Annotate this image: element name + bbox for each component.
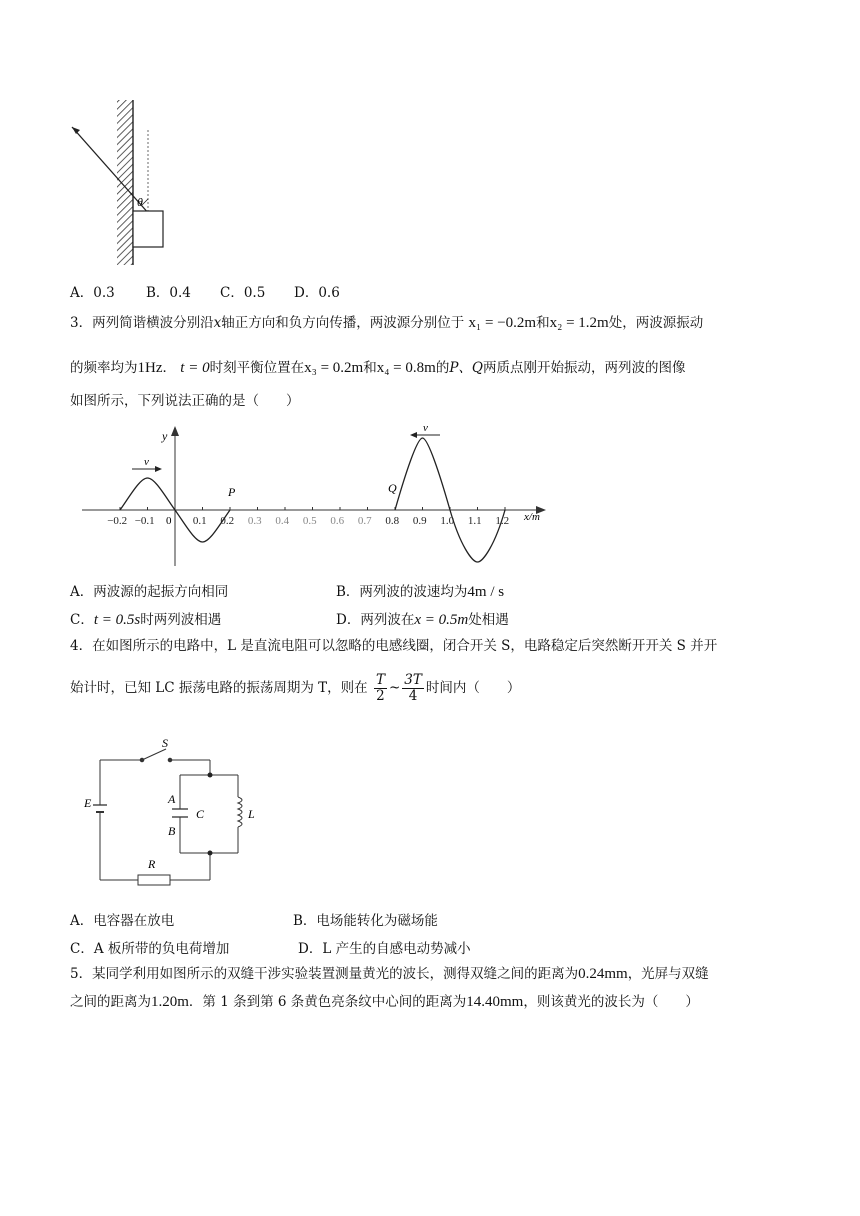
rod-arrow-head: [72, 127, 80, 134]
q2-option-d: D．0.6: [294, 285, 340, 301]
q2-option-b: B．0.4: [146, 285, 191, 301]
q4-option-b: B．电场能转化为磁场能: [293, 913, 438, 929]
plate-b-label: B: [168, 824, 176, 838]
resistor-label: R: [148, 857, 156, 871]
angle-label: θ: [137, 195, 143, 209]
x-tick-label: 0.8: [385, 515, 400, 527]
switch-label: S: [162, 736, 168, 750]
x-tick-label: 0.5: [302, 515, 317, 527]
x-tick-label: 0.3: [247, 515, 262, 527]
wave-figure: [78, 420, 558, 570]
q5-line-2: 之间的距离为1.20m．第 1 条到第 6 条黄色亮条纹中心间的距离为14.40mm，则该黄光的波长为（ ）: [70, 994, 699, 1010]
q4-option-a: A．电容器在放电: [70, 913, 175, 929]
inductor-coil: [238, 797, 242, 827]
resistor: [138, 875, 170, 885]
y-axis-arrow: [171, 426, 179, 436]
block: [133, 211, 163, 247]
x-tick-label: 0.7: [357, 515, 372, 527]
x-tick-label: 1.1: [467, 515, 482, 527]
x-tick-label: −0.1: [134, 515, 155, 527]
q3-line-2: 的频率均为1Hz． t = 0时刻平衡位置在x₃ = 0.2m和x₄ = 0.8m的P、Q两质点刚开始振动，两列波的图像: [70, 360, 686, 376]
q4-line-1: 4．在如图所示的电路中，L 是直流电阻可以忽略的电感线圈，闭合开关 S，电路稳定后突然断开开关 S 并开: [70, 638, 718, 654]
switch-blade: [142, 749, 166, 760]
x1-value: x₁ = −0.2m: [468, 315, 537, 331]
x-tick-label: −0.2: [107, 515, 128, 527]
right-wave-curve: [395, 438, 505, 562]
plate-a-label: A: [168, 792, 176, 806]
x-tick-label: 1.2: [495, 515, 510, 527]
q2-figure: [60, 95, 200, 270]
q4-line-2: 始计时，已知 LC 振荡电路的振荡周期为 T，则在 $\frac{T}{2}$ ~ $\frac{3T}{4}$ 时间内（ ）: [70, 672, 521, 704]
q3-option-c: C．t = 0.5s时两列波相遇: [70, 612, 222, 628]
q5-line-1: 5．某同学利用如图所示的双缝干涉实验装置测量黄光的波长，测得双缝之间的距离为0.24mm，光屏与双缝: [70, 966, 709, 982]
q4-option-c: C．A 板所带的负电荷增加: [70, 941, 230, 957]
q2-option-c: C．0.5: [220, 285, 266, 301]
x-tick-label: 0.2: [220, 515, 235, 527]
lc-circuit-figure: [80, 735, 270, 895]
fraction-3t-over-4: $\frac{3T}{4}$: [404, 672, 422, 704]
left-velocity-label: v: [144, 456, 149, 468]
inductor-label: L: [248, 807, 255, 821]
x-tick-label: 0.9: [412, 515, 427, 527]
q3-line-1: 3．两列简谐横波分别沿x轴正方向和负方向传播，两波源分别位于 x₁ = −0.2m和x₂ = 1.2m处，两波源振动: [70, 315, 704, 331]
x2-value: x₂ = 1.2m: [549, 315, 609, 331]
x-axis-label: x/m: [524, 511, 540, 523]
point-q-label: Q: [388, 481, 397, 495]
junction-bottom: [208, 851, 213, 856]
switch-contact-left: [140, 758, 144, 762]
y-axis-label: y: [162, 429, 168, 443]
x-tick-label: 1.0: [440, 515, 455, 527]
q4-option-d: D．L 产生的自感电动势减小: [298, 941, 471, 957]
junction-top: [208, 773, 213, 778]
x-tick-label: 0.4: [275, 515, 290, 527]
q3-option-a: A．两波源的起振方向相同: [70, 584, 229, 600]
x-tick-label: 0.6: [330, 515, 345, 527]
origin-label: 0: [166, 515, 172, 527]
q3-option-b: B．两列波的波速均为4m / s: [336, 584, 505, 600]
right-velocity-label: v: [423, 422, 428, 434]
x-tick-label: 0.1: [192, 515, 207, 527]
wall-hatching: [117, 100, 133, 265]
capacitor-label: C: [196, 807, 205, 821]
fraction-t-over-2: $\frac{T}{2}$: [375, 672, 385, 704]
q2-option-a: A．0.3: [70, 285, 115, 301]
q3-line-3: 如图所示，下列说法正确的是（ ）: [70, 393, 300, 409]
battery-label: E: [84, 796, 92, 810]
q3-option-d: D．两列波在x = 0.5m处相遇: [336, 612, 509, 628]
point-p-label: P: [228, 485, 236, 499]
